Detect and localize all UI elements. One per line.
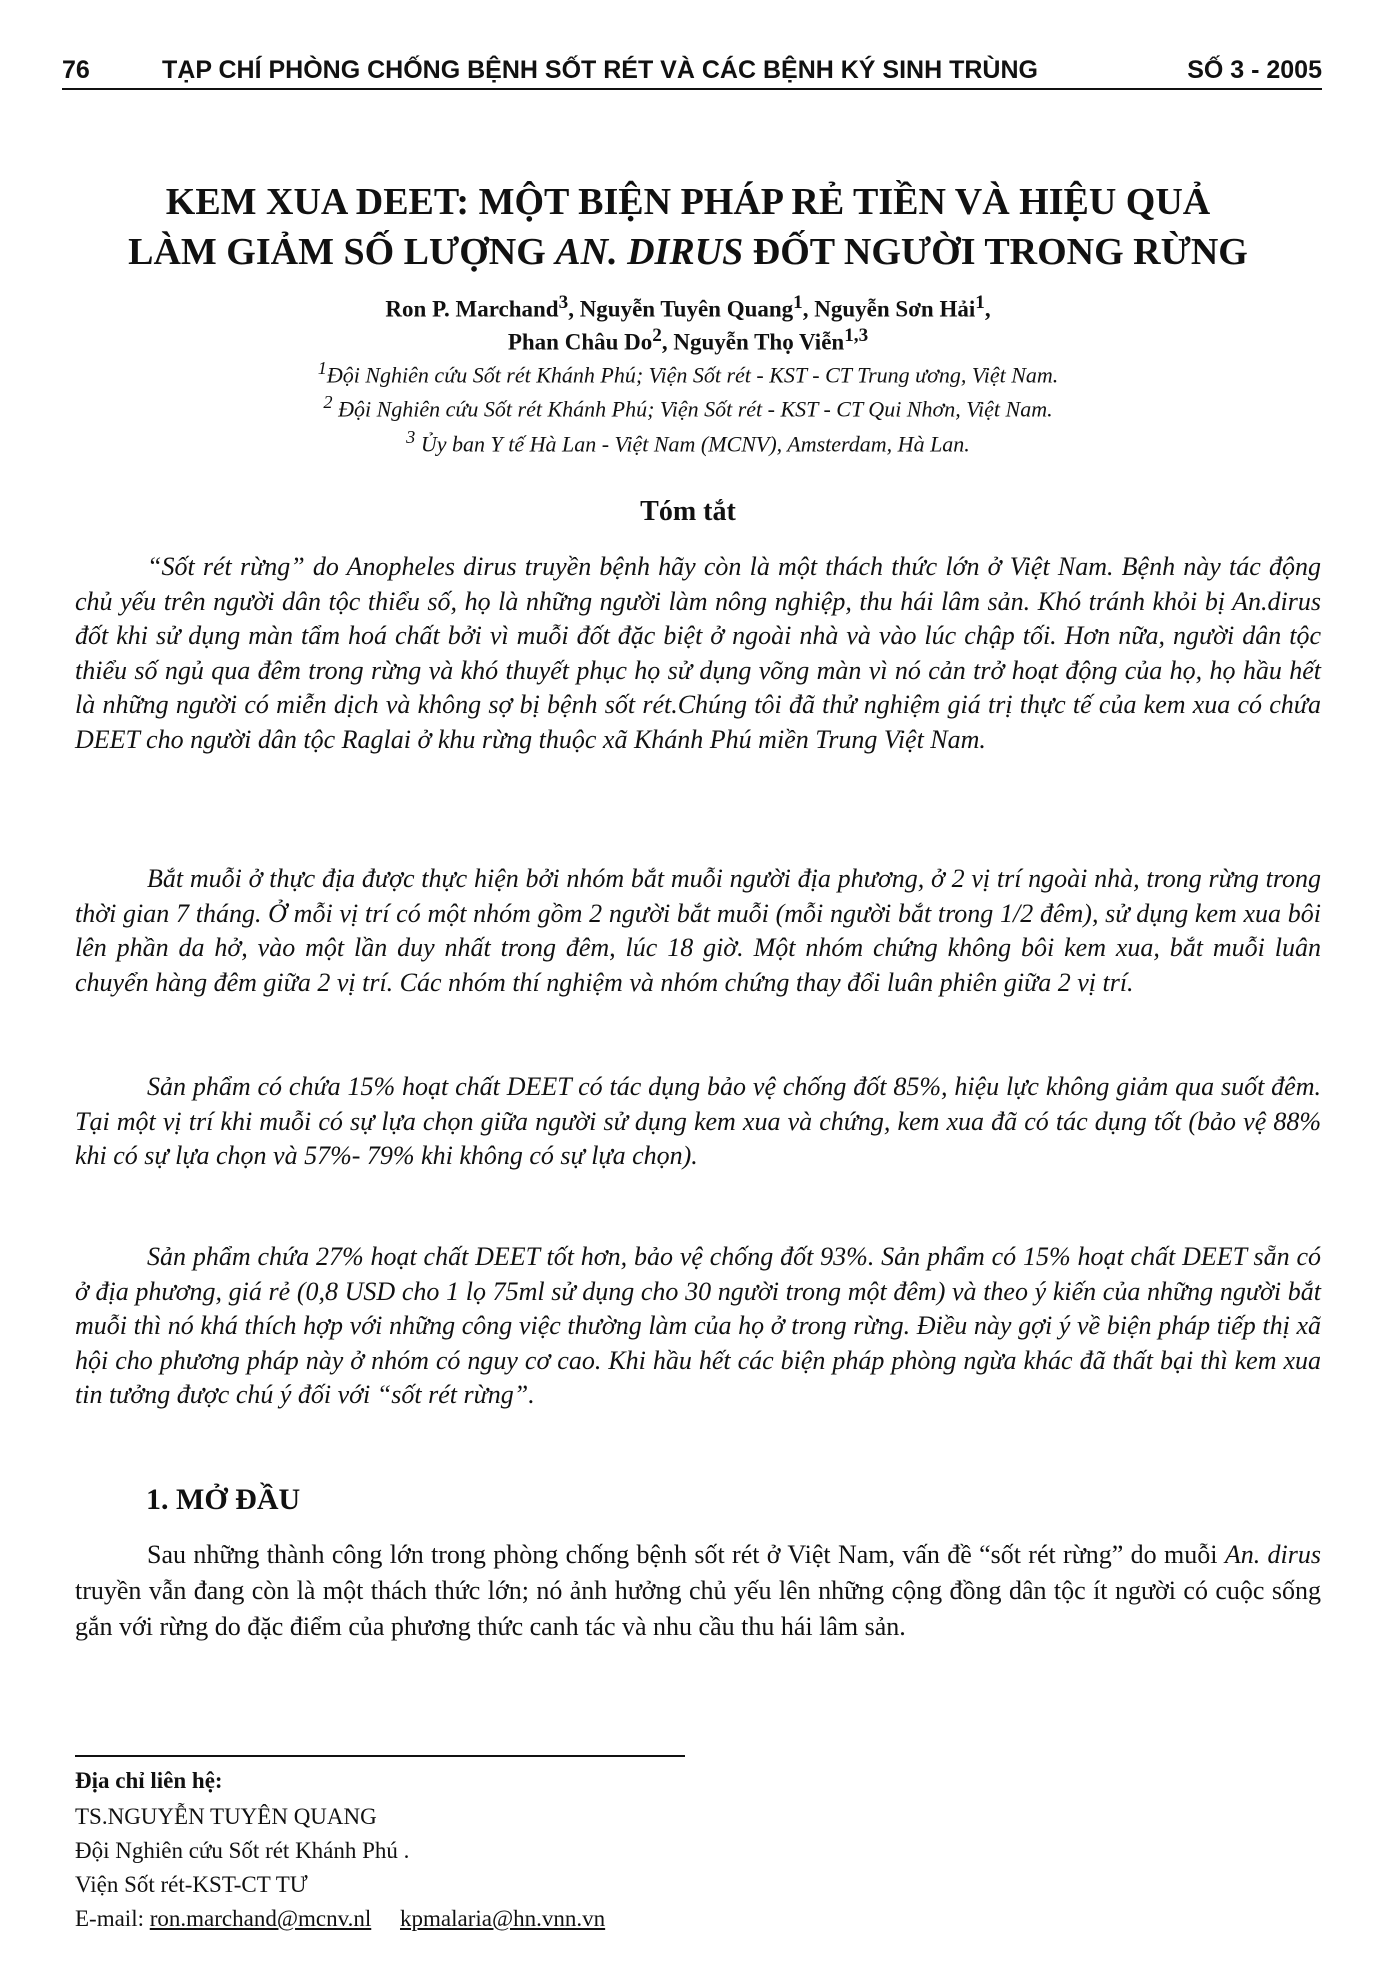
title-text-end: ĐỐT NGƯỜI TRONG RỪNG: [743, 231, 1248, 273]
abstract-paragraph: “Sốt rét rừng” do Anopheles dirus truyền bệnh hãy còn là một thách thức lớn ở Việt Nam. Bệnh này tác động chủ yếu trên người dân tộc thiểu số, họ là những người làm nông nghiệp, thu hái lâm sản. Khó tránh khỏi bị An.dirus đốt khi sử dụng màn tẩm hoá chất bởi vì muỗi đốt đặc biệt ở ngoài nhà và vào lúc chập tối. Hơn nữa, người dân tộc thiểu số ngủ qua đêm trong rừng và khó thuyết phục họ sử dụng võng màn vì nó cản trở hoạt động của họ, họ hầu hết là những người có miễn dịch và không sợ bị bệnh sốt rét.Chúng tôi đã thử nghiệm giá trị thực tế của kem xua có chứa DEET cho người dân tộc Raglai ở khu rừng thuộc xã Khánh Phú miền Trung Việt Nam.: [75, 552, 1321, 754]
affiliation-text: Đội Nghiên cứu Sốt rét Khánh Phú; Viện Sốt rét - KST - CT Qui Nhơn, Việt Nam.: [338, 396, 1053, 422]
affiliation-mark: 1: [317, 358, 327, 378]
author-name: , Nguyễn Tuyên Quang: [568, 296, 794, 322]
abstract-paragraph: Bắt muỗi ở thực địa được thực hiện bởi nhóm bắt muỗi người địa phương, ở 2 vị trí ngoài nhà, trong rừng trong thời gian 7 tháng. Ở mỗi vị trí có một nhóm gồm 2 người bắt muỗi (mỗi người bắt trong 1/2 đêm), sử dụng kem xua bôi lên phần da hở, vào một lần duy nhất trong đêm, lúc 18 giờ. Một nhóm chứng không bôi kem xua, bắt muỗi luân chuyển hàng đêm giữa 2 vị trí. Các nhóm thí nghiệm và nhóm chứng thay đổi luân phiên giữa 2 vị trí.: [75, 864, 1321, 997]
affiliation-text: Ủy ban Y tế Hà Lan - Việt Nam (MCNV), Amsterdam, Hà Lan.: [420, 431, 970, 457]
contact-name: TS.NGUYỄN TUYÊN QUANG: [75, 1804, 377, 1829]
author-line-2: [100, 325, 1276, 356]
abstract-paragraph: Sản phẩm có chứa 15% hoạt chất DEET có tác dụng bảo vệ chống đốt 85%, hiệu lực không giảm qua suốt đêm. Tại một vị trí khi muỗi có sự lựa chọn giữa người sử dụng kem xua và chứng, kem xua đã có tác dụng tốt (bảo vệ 88% khi có sự lựa chọn và 57%- 79% khi không có sự lựa chọn).: [75, 1072, 1321, 1170]
author-name: , Nguyễn Thọ Viễn: [661, 329, 845, 355]
running-header: [62, 54, 1322, 90]
issue-number: SỐ 3 - 2005: [1187, 56, 1322, 84]
affiliation-mark: 3: [406, 427, 416, 447]
article-title-line-2: [100, 230, 1276, 274]
contact-email-line: [75, 1906, 605, 1932]
intro-paragraph: [75, 1537, 1321, 1645]
journal-title: TẠP CHÍ PHÒNG CHỐNG BỆNH SỐT RÉT VÀ CÁC BỆNH KÝ SINH TRÙNG: [162, 56, 1038, 84]
affiliation-3: [100, 427, 1276, 457]
author-affil-mark: 1: [975, 292, 985, 313]
title-species: AN. DIRUS: [555, 231, 744, 273]
author-name: , Nguyễn Sơn Hải: [802, 296, 976, 322]
author-affil-mark: 1,3: [844, 325, 869, 346]
author-affil-mark: 3: [558, 292, 569, 313]
page-number: 76: [62, 56, 90, 84]
author-name: Phan Châu Do: [507, 329, 653, 355]
affiliation-mark: 2: [323, 392, 333, 412]
email-link-1[interactable]: ron.marchand@mcnv.nl: [149, 1906, 372, 1931]
species-name: An. dirus: [1224, 1540, 1321, 1569]
author-line-1: [100, 292, 1276, 323]
author-affil-mark: 1: [793, 292, 803, 313]
title-text: LÀM GIẢM SỐ LƯỢNG: [128, 231, 556, 273]
body-text: Sau những thành công lớn trong phòng chống bệnh sốt rét ở Việt Nam, vấn đề “sốt rét rừng” do muỗi: [147, 1540, 1225, 1569]
footnote-divider: [75, 1755, 685, 1757]
author-separator: ,: [984, 296, 991, 322]
body-text: truyền vẫn đang còn là một thách thức lớn; nó ảnh hưởng chủ yếu lên những cộng đồng dân tộc ít người có cuộc sống gắn với rừng do đặc điểm của phương thức canh tác và nhu cầu thu hái lâm sản.: [75, 1576, 1321, 1641]
article-title-line-1: KEM XUA DEET: MỘT BIỆN PHÁP RẺ TIỀN VÀ HIỆU QUẢ: [165, 181, 1211, 223]
affiliation-1: [100, 358, 1276, 388]
contact-org: Đội Nghiên cứu Sốt rét Khánh Phú .: [75, 1838, 410, 1863]
abstract-paragraph: Sản phẩm chứa 27% hoạt chất DEET tốt hơn, bảo vệ chống đốt 93%. Sản phẩm có 15% hoạt chất DEET sẵn có ở địa phương, giá rẻ (0,8 USD cho 1 lọ 75ml sử dụng cho 30 người trong một đêm) và theo ý kiến của những người bắt muỗi thì nó khá thích hợp với những công việc thường làm của họ ở trong rừng. Điều này gợi ý về biện pháp tiếp thị xã hội cho phương pháp này ở nhóm có nguy cơ cao. Khi hầu hết các biện pháp phòng ngừa khác đã thất bại thì kem xua tin tưởng được chú ý đối với “sốt rét rừng”.: [75, 1242, 1321, 1409]
email-label: E-mail:: [75, 1906, 150, 1931]
email-link-2[interactable]: kpmalaria@hn.vnn.vn: [400, 1906, 606, 1931]
affiliation-2: [100, 392, 1276, 422]
abstract-heading: Tóm tắt: [640, 496, 736, 527]
contact-institute: Viện Sốt rét-KST-CT TƯ: [75, 1872, 308, 1897]
contact-label: Địa chỉ liên hệ:: [75, 1768, 223, 1793]
section-heading: 1. MỞ ĐẦU: [146, 1483, 301, 1516]
author-affil-mark: 2: [652, 325, 662, 346]
affiliation-text: Đội Nghiên cứu Sốt rét Khánh Phú; Viện Sốt rét - KST - CT Trung ương, Việt Nam.: [326, 362, 1059, 388]
author-name: Ron P. Marchand: [385, 296, 559, 322]
